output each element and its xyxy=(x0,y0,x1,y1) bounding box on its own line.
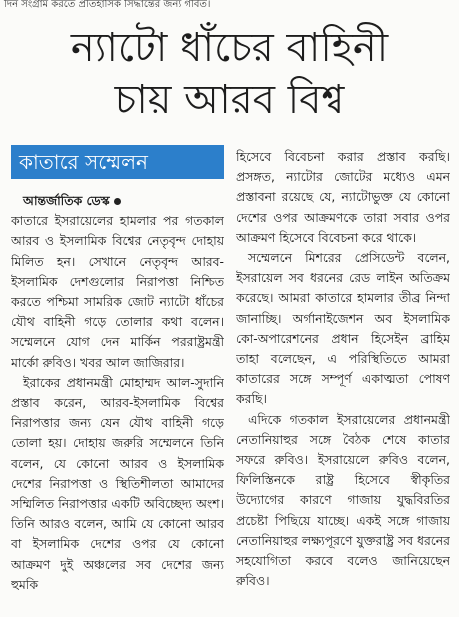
dateline-text: আন্তর্জাতিক ডেস্ক xyxy=(23,193,110,208)
paragraph: কাতারে ইসরায়েলের হামলার পর গতকাল আরব ও ইসলামিক বিশ্বের নেতৃবৃন্দ দোহায় মিলিত হন। সেখানে নেতৃবৃন্দ আরব-ইসলামিক দেশগুলোর নিরাপত্তা নিশ্চিত করতে পশ্চিমা সামরিক জোট ন্যাটো ধাঁচের যৌথ বাহিনী গড়ে তোলার কথা বলেন। সম্মেলনে যোগ দেন মার্কিন পররাষ্ট্রমন্ত্রী মার্কো রুবিও। খবর আল জাজিরার। xyxy=(11,213,224,370)
section-banner: কাতারে সম্মেলন xyxy=(11,145,224,179)
paragraph: সম্মেলনে মিশরের প্রেসিডেন্ট বলেন, ইসরায়েল সব ধরনের রেড লাইন অতিক্রম করেছে। আমরা কাতারে হামলার তীব্র নিন্দা জানাচ্ছি। অর্গানাইজেশন অব ইসলামিক কো-অপারেশনের প্রধান হিসেইন ব্রাহিম তাহা বলেছেন, এ পরিস্থিতিতে আমরা কাতারের সঙ্গে সম্পূর্ণ একাত্মতা পোষণ করছি। xyxy=(236,250,450,407)
paragraph: হিসেবে বিবেচনা করার প্রস্তাব করছি। প্রসঙ্গত, ন্যাটোর জোটের মধ্যেও এমন প্রস্তাবনা রয়েছে যে, ন্যাটোভুক্ত যে কোনো দেশের ওপর আক্রমণকে তারা সবার ওপর আক্রমণ হিসেবে বিবেচনা করে থাকে। xyxy=(236,149,450,245)
right-column xyxy=(236,147,450,617)
previous-article-fragment: দিন সংগ্রাম করতে প্রতিহাসিক সিদ্ধান্তের জন্য গর্বিত। xyxy=(4,0,211,10)
paragraph: ইরাকের প্রধানমন্ত্রী মোহাম্মদ আল-সুদানি প্রস্তাব করেন, আরব-ইসলামিক বিশ্বের নিরাপত্তার জন্য যেন যৌথ বাহিনী গড়ে তোলা হয়। দোহায় জরুরি সম্মেলনে তিনি বলেন, যে কোনো আরব ও ইসলামিক দেশের নিরাপত্তা ও স্থিতিশীলতা আমাদের সম্মিলিত নিরাপত্তার একটি অবিচ্ছেদ্য অংশ। তিনি আরও বলেন, আমি যে কোনো আরব বা ইসলামিক দেশের ওপর যে কোনো আক্রমণ দুই অঞ্চলের সব দেশের জন্য হুমকি xyxy=(11,374,224,592)
article-headline xyxy=(0,22,459,126)
dateline xyxy=(11,191,224,211)
headline-line-1: ন্যাটো ধাঁচের বাহিনী xyxy=(70,25,389,71)
headline-line-2: চায় আরব বিশ্ব xyxy=(114,77,345,123)
left-column xyxy=(11,145,224,615)
bullet-icon xyxy=(114,198,121,205)
paragraph: এদিকে গতকাল ইসরায়েলের প্রধানমন্ত্রী নেতানিয়াহুর সঙ্গে বৈঠক শেষে কাতার সফরে রুবিও। ইসরায়েলে রুবিও বলেন, ফিলিস্তিনকে রাষ্ট্র হিসেবে স্বীকৃতির উদ্যোগের কারণে গাজায় যুদ্ধবিরতির প্রচেষ্টা পিছিয়ে যাচ্ছে। একই সঙ্গে গাজায় নেতানিয়াহুর লক্ষ্যপূরণে যুক্তরাষ্ট্র সব ধরনের সহযোগিতা করবে বলেও জানিয়েছেন রুবিও। xyxy=(236,411,450,589)
